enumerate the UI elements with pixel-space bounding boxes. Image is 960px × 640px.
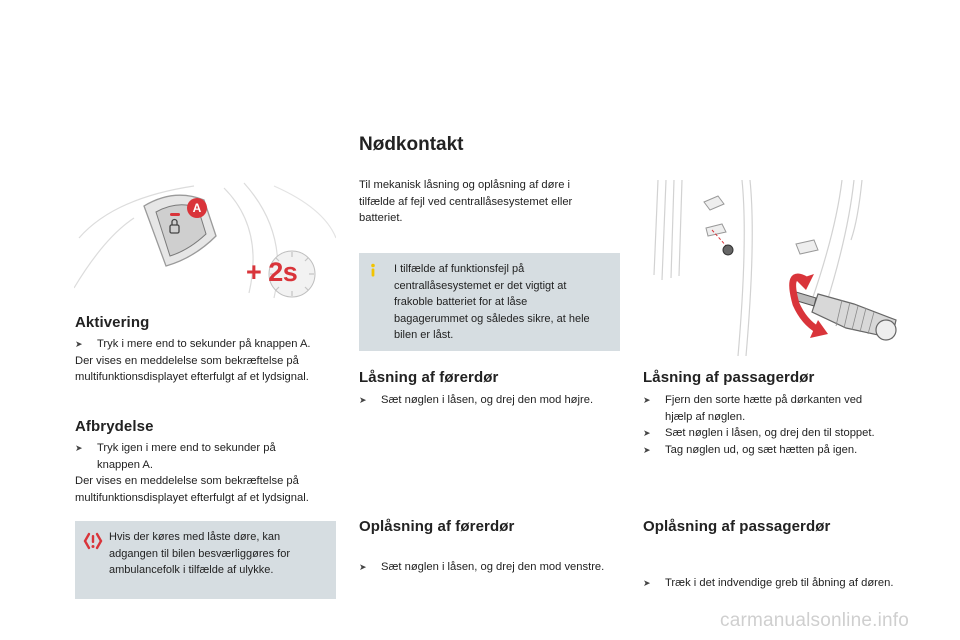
warning-text: Hvis der køres med låste døre, kan adgangen til bilen besværliggøres for ambulancefolk i tilfælde af ulykke. <box>109 531 290 576</box>
warning-box <box>75 521 336 599</box>
info-icon <box>366 263 380 277</box>
info-box <box>359 253 620 351</box>
bullet-arrow-icon: ➤ <box>359 395 367 405</box>
lock-driver-bullet <box>359 392 643 409</box>
door-lock-illustration <box>646 180 906 356</box>
lock-passenger-bullet-3 <box>643 442 905 459</box>
timer-label: + 2s <box>246 257 298 287</box>
bullet-arrow-icon: ➤ <box>643 428 651 438</box>
cancel-bullet <box>75 440 343 473</box>
lock-passenger-bullet-2-text: Sæt nøglen i låsen, og drej den til stoppet. <box>665 427 875 439</box>
bullet-arrow-icon: ➤ <box>359 561 367 572</box>
unlock-driver-title: Oplåsning af førerdør <box>359 518 515 535</box>
bullet-arrow-icon: ➤ <box>643 444 651 455</box>
emergency-title: Nødkontakt <box>359 134 464 155</box>
info-text: I tilfælde af funktionsfejl på centrallåsesystemet er det vigtigt at frakoble batteriet for at låse bagagerummet og således sikre, at hele bilen er låst. <box>394 263 590 341</box>
lock-passenger-bullet-3-text: Tag nøglen ud, og sæt hætten på igen. <box>665 443 858 456</box>
watermark: carmanualsonline.info <box>720 610 910 631</box>
unlock-driver-bullet <box>359 559 611 576</box>
unlock-driver-bullet-text: Sæt nøglen i låsen, og drej den mod venstre. <box>381 560 605 573</box>
emergency-intro: Til mekanisk låsning og oplåsning af døre i tilfælde af fejl ved centrallåsesystemet eller batteriet. <box>359 179 573 224</box>
cancel-text: Der vises en meddelelse som bekræftelse på multifunktionsdisplayet efterfulgt af et lydsignal. <box>75 475 309 504</box>
bullet-arrow-icon: ➤ <box>643 395 651 405</box>
lock-passenger-title: Låsning af passagerdør <box>643 369 815 386</box>
unlock-passenger-title: Oplåsning af passagerdør <box>643 518 831 535</box>
activation-bullet <box>75 336 343 353</box>
warning-icon <box>83 531 103 551</box>
activation-text: Der vises en meddelelse som bekræftelse på multifunktionsdisplayet efterfulgt af et lydsignal. <box>75 354 309 383</box>
unlock-passenger-bullet <box>643 575 915 592</box>
activation-bullet-text: Tryk i mere end to sekunder på knappen A. <box>97 338 311 350</box>
bullet-arrow-icon: ➤ <box>643 578 651 588</box>
unlock-passenger-bullet-text: Træk i det indvendige greb til åbning af døren. <box>665 577 894 589</box>
lock-driver-bullet-text: Sæt nøglen i låsen, og drej den mod højre. <box>381 394 594 406</box>
lock-passenger-bullet-2 <box>643 425 905 442</box>
bullet-arrow-icon: ➤ <box>75 339 83 349</box>
button-a-label: A <box>192 201 202 215</box>
button-a-badge <box>187 198 207 218</box>
cancel-title: Afbrydelse <box>75 418 154 435</box>
cancel-bullet-text: Tryk igen i mere end to sekunder på knappen A. <box>97 442 276 471</box>
lock-driver-title: Låsning af førerdør <box>359 369 499 386</box>
lock-passenger-bullet-1 <box>643 392 905 425</box>
lock-passenger-bullet-1-text: Fjern den sorte hætte på dørkanten ved hjælp af nøglen. <box>665 394 863 423</box>
activation-title: Aktivering <box>75 314 150 331</box>
bullet-arrow-icon: ➤ <box>75 443 83 453</box>
